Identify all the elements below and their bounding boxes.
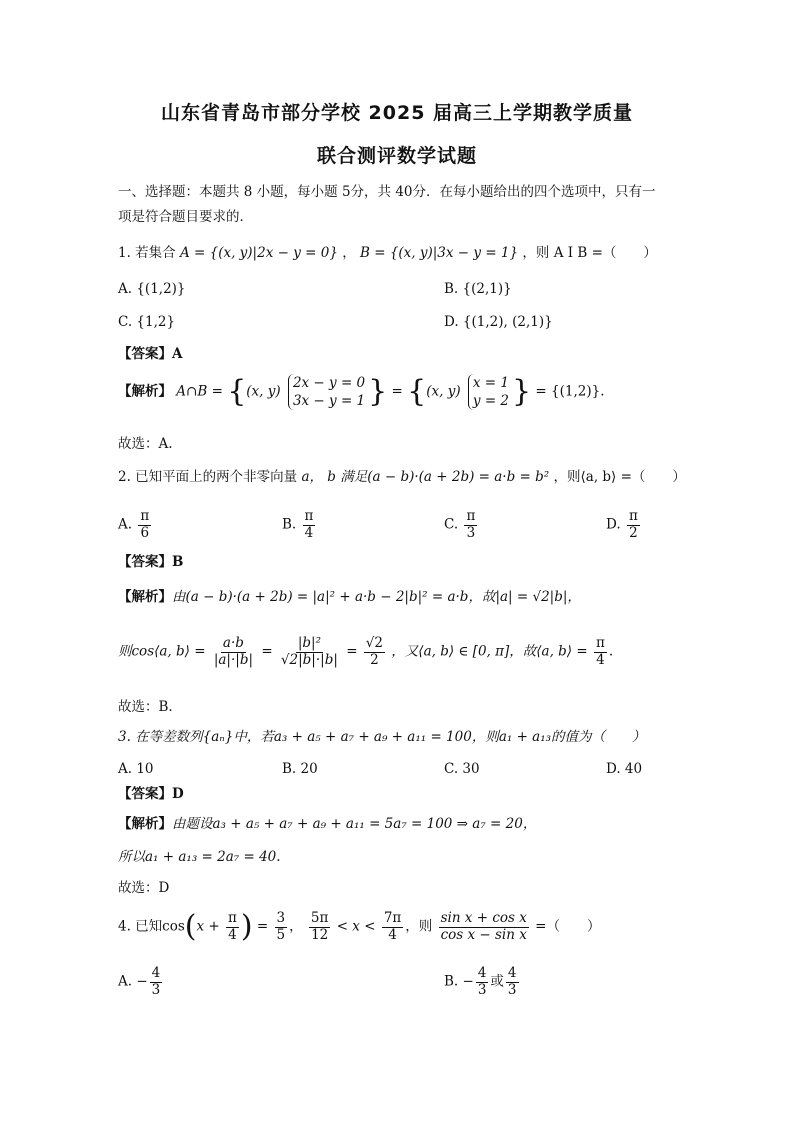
q3-analysis-line1: 【解析】由题设a₃ + a₅ + a₇ + a₉ + a₁₁ = 5a₇ = 100 ⇒ a₇ = 20， xyxy=(118,816,537,832)
q1-analysis-lhs: A∩B = xyxy=(176,383,223,400)
q2-analysis-label: 【解析】 xyxy=(118,589,172,605)
q1-prefix: 1. 若集合 xyxy=(118,245,176,261)
q2-option-d: D. $\frac{\pi}{2}$ xyxy=(606,508,638,541)
q2-option-c: C. $\frac{\pi}{3}$ xyxy=(444,508,476,541)
question-4: 4. 已知cos(x + $\frac{\pi}{4}$ ) = $\frac{3}{5}$ ， $\frac{5\pi}{12}$ < x < $\frac{7\pi}{4}$ ，则 $\frac{\text{sin x + cos x}}{\text{cos x − sin x}}$ =（ ） xyxy=(118,909,601,944)
q3-option-d: D. 40 xyxy=(606,761,643,777)
q1-solution-system xyxy=(468,374,509,410)
q2-answer: 【答案】B xyxy=(118,554,184,570)
q3-option-a: A. 10 xyxy=(118,761,154,777)
q2-analysis-line2: 则cos⟨a, b⟩ = $\frac{a\cdot b}{|a|\cdot|b|}$ = $\frac{\text{|b|²}}{√2|b|\cdot|b|}$ = $\frac{√2}{2}$ ，又⟨a, b⟩ ∈ [0, π]，故⟨a, b⟩ = $\frac{\pi}{4}$ . xyxy=(118,635,614,668)
question-3 xyxy=(118,729,646,745)
section-heading-cont: 项是符合题目要求的． xyxy=(118,209,253,225)
section-heading: 一、选择题：本题共 8 小题，每小题 5分，共 40分．在每小题给出的四个选项中，只有一 xyxy=(118,184,656,200)
q3-option-c: C. 30 xyxy=(444,761,480,777)
q2-conclusion: 故选：B. xyxy=(118,699,173,715)
q1-option-d: D. {(1,2), (2,1)} xyxy=(444,314,553,330)
q1-analysis: 【解析】 A∩B = {(x, y) 2x − y = 0 3x − y = 1 } = {(x, y) x = 1 y = 2 } = {(1,2)}. xyxy=(118,374,605,410)
q2-analysis-line1 xyxy=(118,589,581,605)
q2-vars: a， b xyxy=(301,469,336,485)
q3-option-b: B. 20 xyxy=(282,761,318,777)
q4-option-a: A. − $\frac{4}{3}$ xyxy=(118,965,161,998)
question-1 xyxy=(118,245,657,261)
q2-option-b: B. $\frac{\pi}{4}$ xyxy=(282,508,314,541)
q1-set-a: A = {(x, y)|2x − y = 0} xyxy=(179,245,338,261)
q2-analysis-text: 由(a − b)·(a + 2b) = |a|² + a·b − 2|b|² = a·b，故|a| = √2|b|， xyxy=(172,589,581,605)
q1-conclusion: 故选：A. xyxy=(118,436,173,452)
exam-title-line2: 联合测评数学试题 xyxy=(316,145,477,167)
q1-analysis-label: 【解析】 xyxy=(118,383,172,400)
q1-analysis-rhs: = {(1,2)}. xyxy=(535,383,605,400)
q1-answer: 【答案】A xyxy=(118,346,183,362)
q4-option-b: B. − $\frac{4}{3}$ 或 $\frac{4}{3}$ xyxy=(444,965,517,998)
q2-ask: ，则⟨a, b⟩ =（ ） xyxy=(553,469,686,485)
q1-sol2: y = 2 xyxy=(472,393,510,410)
q1-option-c: C. {1,2} xyxy=(118,314,176,330)
q1-sol1: x = 1 xyxy=(472,375,510,391)
q3-text: 3. 在等差数列{aₙ}中，若a₃ + a₅ + a₇ + a₉ + a₁₁ = 100，则a₁ + a₁₃的值为（ ） xyxy=(118,729,646,745)
exam-title-line1: 山东省青岛市部分学校 2025 届高三上学期教学质量 xyxy=(160,102,634,124)
q1-sep: ， xyxy=(342,245,356,261)
q1-ask: ，则 A I B =（ ） xyxy=(522,245,657,261)
q1-equation-system xyxy=(288,374,365,410)
q3-conclusion: 故选：D xyxy=(118,880,170,896)
q2-option-a: A. $\frac{\pi}{6}$ xyxy=(118,508,150,541)
q3-answer: 【答案】D xyxy=(118,786,184,802)
q1-option-b: B. {(2,1)} xyxy=(444,281,512,297)
q2-prefix: 2. 已知平面上的两个非零向量 xyxy=(118,469,298,485)
q1-option-a: A. {(1,2)} xyxy=(118,281,186,297)
q2-condition: 满足(a − b)·(a + 2b) = a·b = b² xyxy=(340,469,550,485)
q1-set-b: B = {(x, y)|3x − y = 1} xyxy=(360,245,519,261)
q1-eq1: 2x − y = 0 xyxy=(292,375,366,391)
q3-analysis-line2: 所以a₁ + a₁₃ = 2a₇ = 40. xyxy=(118,849,281,865)
q1-eq2: 3x − y = 1 xyxy=(292,393,366,410)
question-2 xyxy=(118,469,686,485)
